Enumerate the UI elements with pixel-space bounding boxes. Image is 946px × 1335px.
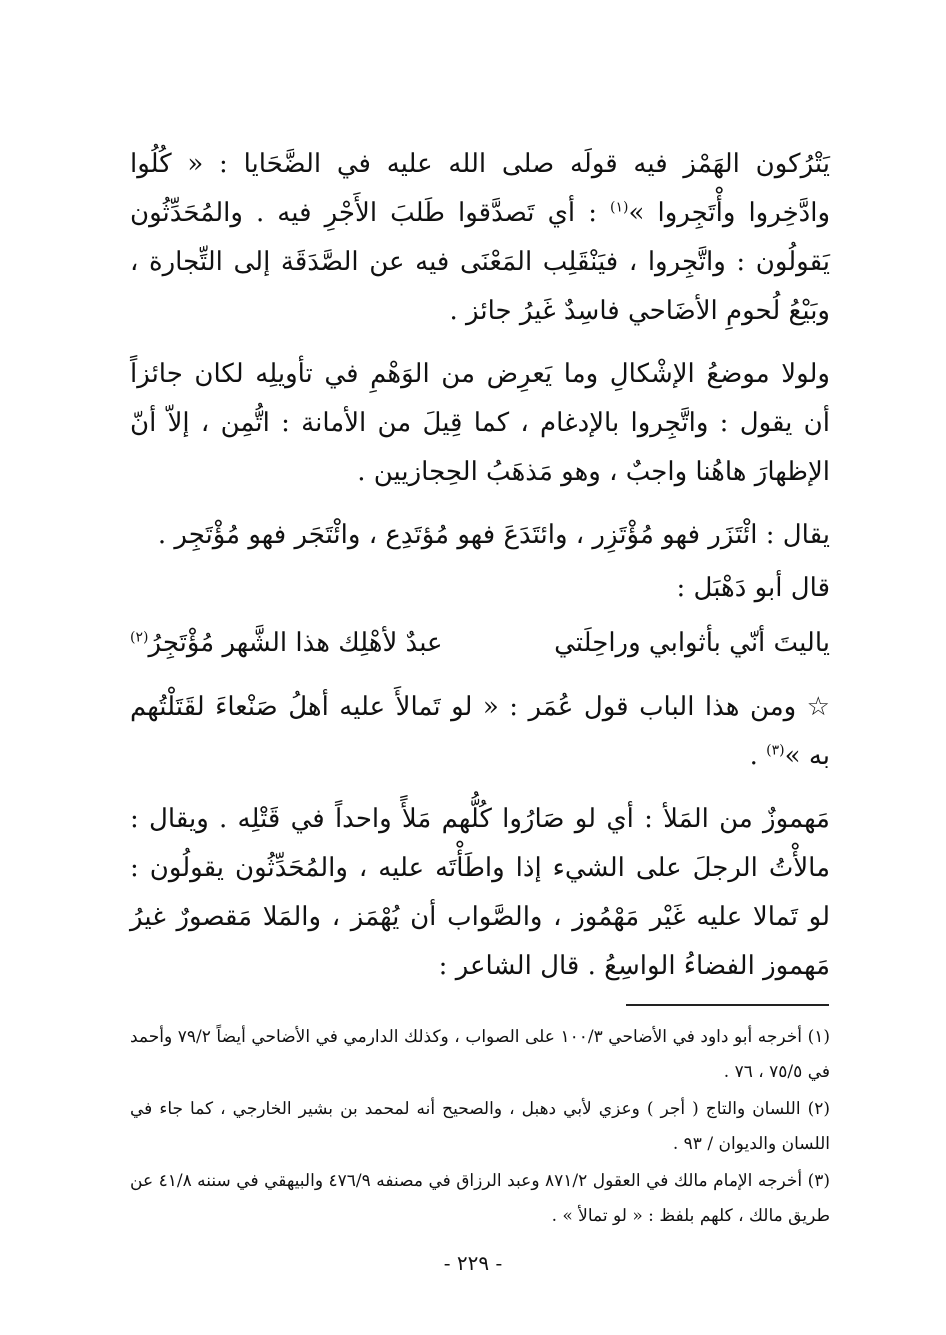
paragraph-3: يقال : ائْتَزَر فهو مُؤْتَزِر ، وائتَدَعَ فهو مُؤتَدِع ، وائْتَجَر فهو مُؤْتَجِر . bbox=[157, 520, 830, 550]
footnote-3: (٣) أخرجه الإمام مالك في العقول ٨٧١/٢ وعبد الرزاق في مصنفه ٤٧٦/٩ والبيهقي في سننه ٤١/٨ عن طريق مالك ، كلهم بلفظ : « لو تمالأ » . bbox=[130, 1171, 830, 1226]
footnote-ref-3: (٣) bbox=[766, 742, 785, 759]
paragraph-1-continued: : أي تَصدَّقوا طَلبَ الأَجْرِ فيه . والمُحَدِّثُون يَقولُون : واتَّجِروا ، فيَنْقَلِب المَعْنَى فيه عن الصَّدَقَة إلى التِّجارة ، وبَيْعُ لُحومِ الأضَاحي فاسِدٌ غَيرُ جائز . bbox=[130, 198, 830, 326]
footnote-2: (٢) اللسان والتاج ( أجر ) وعزي لأبي دهبل ، والصحيح أنه لمحمد بن بشير الخارجي ، كما جاء في اللسان والديوان / ٩٣ . bbox=[130, 1099, 830, 1154]
paragraph-6: مَهموزٌ من المَلأ : أي لو صَارُوا كُلُّهم مَلأً واحداً في قَتْلِه . ويقال : مالأْتُ الرجلَ على الشيء إذا واطَأْتَه عليه ، والمُحَدِّثُون يقولُون : لو تَمالا عليه غَيْر مَهْمُوز ، والصَّواب أن يُهْمَز ، والمَلا مَقصورٌ غيرُ مَهموز الفضاءُ الواسِعُ . قال الشاعر : bbox=[130, 804, 830, 981]
footnote-ref-1: (١) bbox=[610, 199, 629, 216]
paragraph-2: ولولا موضعُ الإشْكالِ وما يَعرِض من الوَهْمِ في تأويلِه لكان جائزاً أن يقول : واتَّجِروا بالإدغام ، كما قِيلَ من الأمانة : اتُّمِن ، إلاّ أنّ الإظهارَ هاهُنا واجبٌ ، وهو مَذهَبُ الحِجازيين . bbox=[130, 359, 830, 487]
paragraph-5-end: . bbox=[749, 741, 767, 771]
paragraph-1 bbox=[130, 140, 830, 336]
footnote-separator bbox=[626, 1004, 829, 1006]
verse-second-text: عبدٌ لأهْلِك هذا الشَّهر مُؤْتَجِرُ bbox=[148, 628, 443, 658]
verse-second-hemistich bbox=[130, 617, 443, 669]
page-number: - ٢٢٩ - bbox=[443, 1251, 503, 1275]
verse-first-hemistich: ياليتَ أنّي بأثوابي وراحِلَتي bbox=[554, 628, 830, 658]
footnote-ref-2: (٢) bbox=[130, 629, 149, 646]
paragraph-5 bbox=[130, 683, 830, 781]
poetry-verse bbox=[130, 617, 830, 669]
paragraph-5-text: ☆ ومن هذا الباب قول عُمَر : « لو تَمالأَ عليه أهلُ صَنْعاءَ لقَتَلْتُهم به » bbox=[130, 692, 830, 771]
main-text bbox=[130, 140, 830, 1005]
poet-intro: قال أبو دَهْبَل : bbox=[676, 573, 830, 603]
footnote-1: (١) أخرجه أبو داود في الأضاحي ١٠٠/٣ على الصواب ، وكذلك الدارمي في الأضاحي أيضاً ٧٩/٢ وأحمد في ٧٥/٥ ، ٧٦ . bbox=[130, 1027, 830, 1082]
paragraph-1-start: يَتْرُكون الهَمْز فيه قولَه صلى الله عليه في الضَّحَايا : « كُلُوا وادَّخِروا وأْتَجِروا » bbox=[130, 149, 831, 228]
footnotes bbox=[130, 1020, 830, 1236]
